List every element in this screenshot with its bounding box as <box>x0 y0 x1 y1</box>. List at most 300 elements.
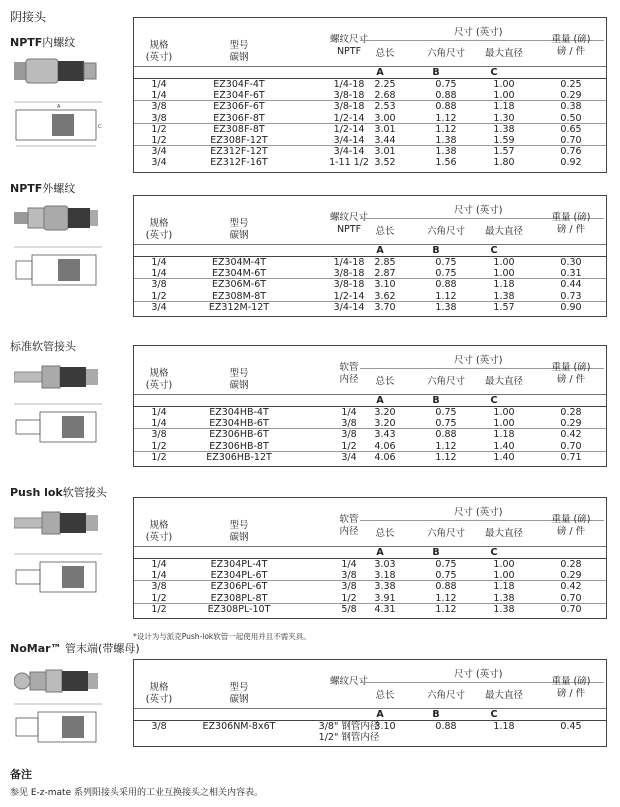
table-cell: 0.88 <box>435 279 457 291</box>
column-header: 重量 (磅) <box>551 212 591 223</box>
dimension-letters <box>134 708 606 721</box>
column-header: 规格 <box>149 682 169 693</box>
table-row <box>134 302 606 313</box>
table-cell: EZ304M-6T <box>211 268 267 280</box>
table-row <box>134 418 606 429</box>
table-cell: 1/2-14 <box>333 123 365 135</box>
table-cell: EZ304M-4T <box>211 257 267 268</box>
dimension-letter: A <box>376 245 384 256</box>
table-cell: 0.50 <box>560 112 582 124</box>
table-cell: 1.80 <box>493 157 515 169</box>
table-cell: 1/2 <box>341 592 357 604</box>
table-cell: EZ304PL-6T <box>210 570 268 582</box>
table-cell: 3.38 <box>374 581 396 593</box>
table-cell: 1.38 <box>435 146 457 158</box>
fitting-photo <box>14 510 98 536</box>
table-cell: EZ306PL-6T <box>210 581 268 593</box>
table-cell: 1/2 <box>151 123 167 135</box>
table-cell: 0.70 <box>560 592 582 604</box>
table-header <box>134 498 606 546</box>
dimension-letter: B <box>432 547 440 558</box>
table-cell: 3/8-18 <box>333 101 365 113</box>
column-header: 内径 <box>339 374 359 385</box>
column-header: 最大直径 <box>484 528 523 539</box>
table-cell: EZ306F-8T <box>213 112 265 124</box>
table-cell: 1/2 <box>151 290 167 302</box>
table-cell: 3/4-14 <box>333 301 365 313</box>
fitting-drawing <box>12 402 104 452</box>
table-cell: 3/8 <box>151 429 167 441</box>
table-cell: 1.00 <box>493 407 515 418</box>
column-header: 磅 / 件 <box>556 224 586 235</box>
column-header: 总长 <box>375 226 395 237</box>
table-header <box>134 196 606 244</box>
table-cell: 0.44 <box>560 279 582 291</box>
table-row <box>134 441 606 452</box>
table-cell: 4.06 <box>374 440 396 452</box>
table-row <box>134 90 606 101</box>
svg-text:C: C <box>98 124 102 130</box>
table-cell: EZ304HB-4T <box>209 407 269 418</box>
column-header: 磅 / 件 <box>556 688 586 699</box>
column-header: 磅 / 件 <box>556 526 586 537</box>
table-cell: 1.38 <box>493 123 515 135</box>
table-cell: 0.29 <box>560 570 582 582</box>
column-header: 六角尺寸 <box>426 48 465 59</box>
table-padding <box>134 463 606 466</box>
dimension-letter: A <box>376 395 384 406</box>
column-header: 重量 (磅) <box>551 676 591 687</box>
dimension-letters <box>134 394 606 407</box>
dimensions-header: 尺寸 (英寸) <box>454 205 503 216</box>
table-cell: 3/8 <box>341 418 357 430</box>
table-cell: 1.00 <box>493 570 515 582</box>
table-cell: 1.38 <box>435 301 457 313</box>
table-row <box>134 604 606 615</box>
table-cell: 3.10 <box>374 279 396 291</box>
table-header <box>134 18 606 66</box>
table-cell: 1.18 <box>493 581 515 593</box>
note-text: 参见 E-z-mate 系列阳接头采用的工业互换接头之相关内容表。 <box>10 788 263 798</box>
dimension-letters <box>134 244 606 257</box>
table-cell: 1.38 <box>435 134 457 146</box>
table-cell: EZ306HB-6T <box>209 429 269 441</box>
column-header: 最大直径 <box>484 48 523 59</box>
table-cell: 1.12 <box>435 603 457 615</box>
table-cell: 1/4-18 <box>333 79 365 90</box>
table-cell: 0.70 <box>560 440 582 452</box>
table-cell: 3.62 <box>374 290 396 302</box>
table-row <box>134 135 606 146</box>
table-cell: 1/4 <box>151 559 167 570</box>
dimensions-header: 尺寸 (英寸) <box>454 355 503 366</box>
table-cell: 1/2 <box>341 440 357 452</box>
dimensions-header: 尺寸 (英寸) <box>454 507 503 518</box>
table-cell: EZ308M-8T <box>211 290 267 302</box>
dimension-letter: B <box>432 709 440 720</box>
table-cell: 3/8 <box>341 570 357 582</box>
spec-table <box>133 497 607 619</box>
column-header: 六角尺寸 <box>426 690 465 701</box>
table-cell: 0.75 <box>435 570 457 582</box>
table-cell: 0.75 <box>435 257 457 268</box>
table-cell: 0.88 <box>435 581 457 593</box>
spec-table <box>133 195 607 317</box>
table-cell: 0.76 <box>560 146 582 158</box>
table-padding <box>134 169 606 172</box>
table-cell: 1.12 <box>435 451 457 463</box>
table-cell: 3.52 <box>374 157 396 169</box>
table-cell: 1.12 <box>435 592 457 604</box>
table-cell: 1/4 <box>151 90 167 102</box>
table-cell: 1/4 <box>341 559 357 570</box>
column-header: 重量 (磅) <box>551 34 591 45</box>
table-cell: 1.18 <box>493 429 515 441</box>
push-lok-footnote: *设计为与派克Push-lok软管一起使用并且不需夹具。 <box>133 632 311 641</box>
table-cell: 0.75 <box>435 559 457 570</box>
column-header: 重量 (磅) <box>551 362 591 373</box>
table-row <box>134 279 606 290</box>
table-cell: 1/4 <box>341 407 357 418</box>
column-header: 型号 <box>229 520 249 531</box>
section-title-nomar: NoMar™ 管末端(带螺母) <box>10 642 140 655</box>
column-header: 规格 <box>149 368 169 379</box>
svg-text:A: A <box>57 104 61 110</box>
table-cell: 4.31 <box>374 603 396 615</box>
table-cell: 3.91 <box>374 592 396 604</box>
table-cell: 1/4 <box>151 257 167 268</box>
table-cell: 3/8 <box>341 429 357 441</box>
table-cell: EZ304PL-4T <box>210 559 268 570</box>
table-cell: 0.90 <box>560 301 582 313</box>
dimension-letter: A <box>376 709 384 720</box>
table-cell: 3/8-18 <box>333 268 365 280</box>
column-header: 型号 <box>229 682 249 693</box>
table-cell: 1.38 <box>493 592 515 604</box>
fitting-photo <box>14 668 98 694</box>
table-cell: 3.70 <box>374 301 396 313</box>
dimension-letter: C <box>490 547 498 558</box>
table-cell: 1.12 <box>435 112 457 124</box>
table-cell: 1.59 <box>493 134 515 146</box>
dimension-letter: C <box>490 245 498 256</box>
fitting-drawing <box>12 552 104 602</box>
column-header: 总长 <box>375 690 395 701</box>
table-cell: 1/4 <box>151 268 167 280</box>
table-padding <box>134 615 606 618</box>
table-cell: 0.38 <box>560 101 582 113</box>
table-cell: 0.88 <box>435 721 457 732</box>
column-header: NPTF <box>336 46 362 57</box>
spec-table <box>133 17 607 173</box>
section-title-nptf-male: NPTF外螺纹 <box>10 182 76 195</box>
column-header: 碳钢 <box>229 230 249 241</box>
table-row <box>134 732 606 743</box>
table-cell: 3/8-18 <box>333 279 365 291</box>
table-cell: 1/2 <box>151 603 167 615</box>
dimension-letter: B <box>432 245 440 256</box>
dimension-letters <box>134 66 606 79</box>
table-cell: 1.57 <box>493 146 515 158</box>
dimensions-header: 尺寸 (英寸) <box>454 27 503 38</box>
column-header: 碳钢 <box>229 532 249 543</box>
table-cell: 1/2-14 <box>333 112 365 124</box>
table-cell: 1.40 <box>493 440 515 452</box>
table-row <box>134 79 606 90</box>
table-cell: 0.70 <box>560 134 582 146</box>
table-cell: 1/2 <box>151 134 167 146</box>
table-cell: EZ312F-12T <box>210 146 268 158</box>
table-cell: 1.00 <box>493 79 515 90</box>
table-cell: EZ306M-6T <box>211 279 267 291</box>
table-cell: 0.71 <box>560 451 582 463</box>
table-cell: 3.03 <box>374 559 396 570</box>
column-header: 碳钢 <box>229 694 249 705</box>
table-cell: 3/4 <box>151 146 167 158</box>
dimension-letter: A <box>376 67 384 78</box>
table-row <box>134 559 606 570</box>
dimensions-header: 尺寸 (英寸) <box>454 669 503 680</box>
table-cell: 0.73 <box>560 290 582 302</box>
column-header: (英寸) <box>145 694 173 705</box>
table-row <box>134 257 606 268</box>
column-header: 六角尺寸 <box>426 376 465 387</box>
table-cell: 1.00 <box>493 257 515 268</box>
fitting-drawing <box>12 245 104 295</box>
table-cell: 0.92 <box>560 157 582 169</box>
table-cell: 1/4 <box>151 418 167 430</box>
table-cell: EZ308F-12T <box>210 134 268 146</box>
column-header: 磅 / 件 <box>556 374 586 385</box>
table-cell: 1/2-14 <box>333 290 365 302</box>
table-cell: 3.43 <box>374 429 396 441</box>
table-cell: 4.06 <box>374 451 396 463</box>
table-cell: 1.12 <box>435 123 457 135</box>
table-cell: 3.00 <box>374 112 396 124</box>
table-cell: 3.10 <box>374 721 396 732</box>
table-row <box>134 146 606 157</box>
column-header: 螺纹尺寸 <box>329 34 368 45</box>
table-cell: 3.20 <box>374 418 396 430</box>
column-header: 磅 / 件 <box>556 46 586 57</box>
table-cell: 1/2 <box>151 440 167 452</box>
column-header: 总长 <box>375 528 395 539</box>
table-cell: 3/4 <box>341 451 357 463</box>
table-cell: EZ304F-4T <box>213 79 265 90</box>
table-cell: 2.53 <box>374 101 396 113</box>
column-header: 螺纹尺寸 <box>329 676 368 687</box>
table-cell: EZ306HB-8T <box>209 440 269 452</box>
table-cell: EZ306F-6T <box>213 101 265 113</box>
fitting-drawing <box>12 100 104 150</box>
table-cell: 3/8 <box>151 101 167 113</box>
table-cell: 1.18 <box>493 279 515 291</box>
table-cell: 0.28 <box>560 407 582 418</box>
table-cell: 2.85 <box>374 257 396 268</box>
table-cell: 1-11 1/2 <box>329 157 369 169</box>
table-cell: 1.40 <box>493 451 515 463</box>
column-header: 碳钢 <box>229 52 249 63</box>
table-cell: 3/4 <box>151 157 167 169</box>
table-cell: 0.29 <box>560 418 582 430</box>
fitting-drawing <box>12 702 104 752</box>
table-cell: 0.70 <box>560 603 582 615</box>
table-cell: 1/4 <box>151 570 167 582</box>
table-cell: 1.38 <box>493 290 515 302</box>
table-cell: 0.75 <box>435 407 457 418</box>
table-cell: 1/2 <box>151 451 167 463</box>
column-header: NPTF <box>336 224 362 235</box>
fitting-photo <box>14 364 98 390</box>
column-header: 规格 <box>149 520 169 531</box>
column-header: 型号 <box>229 40 249 51</box>
table-cell: 3.01 <box>374 123 396 135</box>
table-cell: 3/8 <box>341 581 357 593</box>
table-cell: 1/4 <box>151 407 167 418</box>
column-header: 软管 <box>339 514 359 525</box>
table-row <box>134 429 606 440</box>
section-title-nptf-female: NPTF内螺纹 <box>10 36 76 49</box>
table-cell: 3/8-18 <box>333 90 365 102</box>
column-header: 螺纹尺寸 <box>329 212 368 223</box>
table-cell: 1.57 <box>493 301 515 313</box>
table-cell: 2.87 <box>374 268 396 280</box>
table-cell: 1.00 <box>493 418 515 430</box>
table-row <box>134 721 606 732</box>
fitting-photo <box>14 58 98 84</box>
column-header: 规格 <box>149 40 169 51</box>
table-cell: 3/8 <box>151 581 167 593</box>
table-row <box>134 570 606 581</box>
note-title: 备注 <box>10 768 32 781</box>
dimension-letter: B <box>432 67 440 78</box>
column-header: 重量 (磅) <box>551 514 591 525</box>
table-row <box>134 581 606 592</box>
table-cell: 0.88 <box>435 101 457 113</box>
table-row <box>134 291 606 302</box>
table-cell: 0.28 <box>560 559 582 570</box>
table-cell: 3/8" 钢管内径 <box>318 721 380 732</box>
table-cell: 0.42 <box>560 429 582 441</box>
table-cell: EZ308PL-10T <box>207 603 271 615</box>
table-cell: 5/8 <box>341 603 357 615</box>
table-cell: 1/2" 钢管内径 <box>318 732 380 744</box>
table-row <box>134 593 606 604</box>
column-header: 总长 <box>375 376 395 387</box>
table-cell: 0.45 <box>560 721 582 732</box>
table-row <box>134 157 606 168</box>
dimension-letter: A <box>376 547 384 558</box>
table-cell: 1.00 <box>493 268 515 280</box>
table-row <box>134 268 606 279</box>
table-row <box>134 407 606 418</box>
table-cell: EZ304HB-6T <box>209 418 269 430</box>
spec-table <box>133 345 607 467</box>
table-cell: EZ306NM-8x6T <box>202 721 276 732</box>
table-cell: 1.18 <box>493 721 515 732</box>
table-header <box>134 346 606 394</box>
table-cell: 1/4 <box>151 79 167 90</box>
section-title-hose-barb: 标准软管接头 <box>10 340 76 353</box>
table-row <box>134 113 606 124</box>
table-cell: EZ308PL-8T <box>210 592 268 604</box>
table-padding <box>134 313 606 316</box>
table-cell: 0.42 <box>560 581 582 593</box>
table-cell: 2.68 <box>374 90 396 102</box>
table-cell: 1.18 <box>493 101 515 113</box>
column-header: 内径 <box>339 526 359 537</box>
table-row <box>134 101 606 112</box>
table-cell: 0.25 <box>560 79 582 90</box>
table-cell: 1.00 <box>493 90 515 102</box>
table-cell: 3/4-14 <box>333 134 365 146</box>
table-cell: 3/8 <box>151 279 167 291</box>
table-cell: 0.75 <box>435 268 457 280</box>
column-header: (英寸) <box>145 532 173 543</box>
table-cell: 3.20 <box>374 407 396 418</box>
table-row <box>134 124 606 135</box>
table-cell: 3/8 <box>151 721 167 732</box>
table-cell: 3.01 <box>374 146 396 158</box>
table-padding <box>134 743 606 746</box>
column-header: 最大直径 <box>484 226 523 237</box>
table-cell: 0.88 <box>435 429 457 441</box>
dimension-letter: C <box>490 67 498 78</box>
table-cell: 3.44 <box>374 134 396 146</box>
column-header: 碳钢 <box>229 380 249 391</box>
table-cell: 1.30 <box>493 112 515 124</box>
dimension-letter: C <box>490 709 498 720</box>
column-header: 六角尺寸 <box>426 528 465 539</box>
table-cell: EZ308F-8T <box>213 123 265 135</box>
column-header: 规格 <box>149 218 169 229</box>
table-cell: 1.38 <box>493 603 515 615</box>
column-header: 六角尺寸 <box>426 226 465 237</box>
column-header: (英寸) <box>145 52 173 63</box>
dimension-letters <box>134 546 606 559</box>
table-cell: EZ312M-12T <box>208 301 270 313</box>
table-cell: 1/4-18 <box>333 257 365 268</box>
table-cell: EZ306HB-12T <box>206 451 272 463</box>
dimension-letter: B <box>432 395 440 406</box>
table-cell: 0.75 <box>435 418 457 430</box>
table-cell: 1.12 <box>435 290 457 302</box>
table-cell: 0.30 <box>560 257 582 268</box>
spec-table <box>133 659 607 747</box>
column-header: 最大直径 <box>484 376 523 387</box>
table-cell: 3/8 <box>151 112 167 124</box>
column-header: 型号 <box>229 218 249 229</box>
table-cell: EZ312F-16T <box>210 157 268 169</box>
table-cell: EZ304F-6T <box>213 90 265 102</box>
table-cell: 1.12 <box>435 440 457 452</box>
page-title: 阴接头 <box>10 10 47 24</box>
table-cell: 3.18 <box>374 570 396 582</box>
dimension-letter: C <box>490 395 498 406</box>
table-cell: 1.56 <box>435 157 457 169</box>
section-title-push-lok: Push lok软管接头 <box>10 486 107 499</box>
column-header: (英寸) <box>145 230 173 241</box>
table-cell: 0.88 <box>435 90 457 102</box>
table-cell: 1/2 <box>151 592 167 604</box>
table-cell: 1.00 <box>493 559 515 570</box>
table-header <box>134 660 606 708</box>
column-header: (英寸) <box>145 380 173 391</box>
table-cell: 0.65 <box>560 123 582 135</box>
table-cell: 2.25 <box>374 79 396 90</box>
column-header: 最大直径 <box>484 690 523 701</box>
table-cell: 3/4 <box>151 301 167 313</box>
